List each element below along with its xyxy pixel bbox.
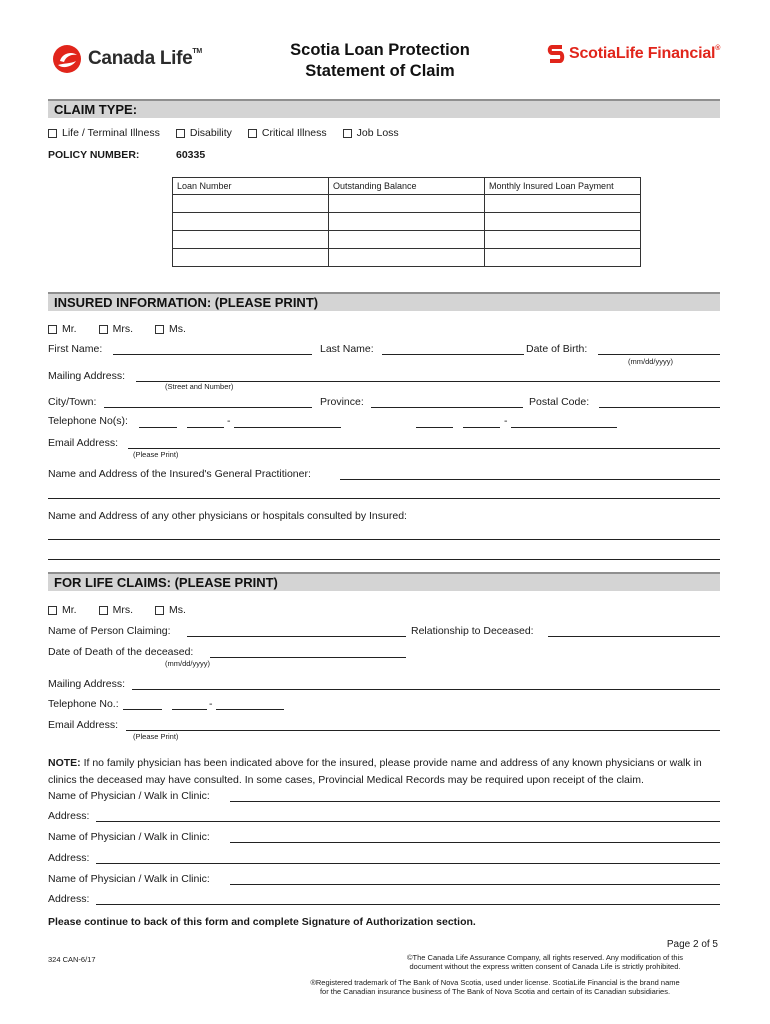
claim-option-critical-label: Critical Illness	[261, 127, 327, 139]
email-field[interactable]	[128, 448, 720, 449]
telephone-area-field[interactable]	[139, 427, 177, 428]
continue-instruction: Please continue to back of this form and complete Signature of Authorization section.	[48, 916, 476, 928]
life-claims-heading: FOR LIFE CLAIMS: (PLEASE PRINT)	[54, 575, 278, 590]
checkbox-mrs[interactable]	[99, 325, 108, 334]
postal-code-label: Postal Code:	[529, 396, 590, 408]
loan-cell[interactable]	[485, 213, 641, 231]
scotialife-name: ScotiaLife Financial	[569, 45, 716, 62]
province-label: Province:	[320, 396, 364, 408]
first-name-label: First Name:	[48, 343, 103, 355]
form-code: 324 CAN-6/17	[48, 955, 96, 964]
claimant-title-ms-label: Ms.	[169, 604, 186, 616]
city-field[interactable]	[104, 407, 312, 408]
checkbox-job-loss[interactable]	[343, 129, 352, 138]
scotia-s-icon	[547, 44, 565, 64]
claimant-telephone-prefix-field[interactable]	[172, 709, 207, 710]
document-title	[230, 40, 530, 82]
address-1-label: Address:	[48, 810, 90, 822]
physician-1-label: Name of Physician / Walk in Clinic:	[48, 790, 210, 802]
checkbox-disability[interactable]	[176, 129, 185, 138]
first-name-field[interactable]	[113, 354, 312, 355]
province-field[interactable]	[371, 407, 523, 408]
canada-life-name: Canada Life	[88, 48, 193, 69]
physician-2-field[interactable]	[230, 842, 720, 843]
checkbox-mr[interactable]	[48, 325, 57, 334]
loan-cell[interactable]	[173, 231, 329, 249]
claimant-title-mr-label: Mr.	[62, 604, 77, 616]
checkbox-claimant-mrs[interactable]	[99, 606, 108, 615]
insured-title-mrs-label: Mrs.	[112, 323, 134, 335]
loan-number-header: Loan Number	[173, 178, 329, 195]
dob-field[interactable]	[598, 354, 720, 355]
person-claiming-label: Name of Person Claiming:	[48, 625, 171, 637]
claim-option-job-loss[interactable]	[343, 127, 399, 139]
claimant-title-ms[interactable]	[155, 604, 186, 616]
checkbox-life[interactable]	[48, 129, 57, 138]
city-label: City/Town:	[48, 396, 97, 408]
insured-title-ms[interactable]	[155, 323, 186, 335]
checkbox-claimant-mr[interactable]	[48, 606, 57, 615]
relationship-label: Relationship to Deceased:	[411, 625, 534, 637]
telephone2-area-field[interactable]	[416, 427, 453, 428]
address-2-field[interactable]	[96, 863, 720, 864]
gp-label: Name and Address of the Insured's General Practitioner:	[48, 468, 311, 480]
canada-life-emblem-icon	[52, 44, 82, 74]
life-claims-header	[48, 572, 720, 591]
claimant-email-field[interactable]	[126, 730, 720, 731]
claim-option-disability-label: Disability	[189, 127, 232, 139]
claim-option-critical[interactable]	[248, 127, 327, 139]
claimant-mailing-label: Mailing Address:	[48, 678, 126, 690]
physician-3-field[interactable]	[230, 884, 720, 885]
note-text: If no family physician has been indicated above for the insured, please provide name and address of any known physicians or walk in clinics the deceased may have consulted. In some cases, Provincial Medical Records may be required upon receipt of the claim.	[48, 757, 702, 786]
outstanding-balance-header: Outstanding Balance	[329, 178, 485, 195]
claimant-email-label: Email Address:	[48, 719, 119, 731]
address-1-field[interactable]	[96, 821, 720, 822]
dob-label: Date of Birth:	[526, 343, 588, 355]
other-physicians-field-1[interactable]	[48, 539, 720, 540]
email-label: Email Address:	[48, 437, 119, 449]
insured-title-mr[interactable]	[48, 323, 77, 335]
telephone-label: Telephone No(s):	[48, 415, 128, 427]
claimant-title-mrs-label: Mrs.	[112, 604, 134, 616]
claimant-telephone-line-field[interactable]	[216, 709, 284, 710]
insured-title-mrs[interactable]	[99, 323, 133, 335]
copyright-line-1: ©The Canada Life Assurance Company, all rights reserved. Any modification of this	[407, 953, 683, 962]
monthly-payment-header: Monthly Insured Loan Payment	[485, 178, 641, 195]
last-name-label: Last Name:	[320, 343, 374, 355]
claimant-telephone-area-field[interactable]	[123, 709, 162, 710]
claim-option-life[interactable]	[48, 127, 160, 139]
physician-1-field[interactable]	[230, 801, 720, 802]
claim-option-job-loss-label: Job Loss	[356, 127, 399, 139]
telephone2-prefix-field[interactable]	[463, 427, 500, 428]
person-claiming-field[interactable]	[187, 636, 406, 637]
last-name-field[interactable]	[382, 354, 524, 355]
claim-option-life-label: Life / Terminal Illness	[62, 127, 160, 139]
claimant-telephone-dash: -	[209, 698, 213, 710]
loan-cell[interactable]	[329, 231, 485, 249]
trademark-notice	[270, 978, 720, 996]
gp-field[interactable]	[340, 479, 720, 480]
loan-cell[interactable]	[173, 213, 329, 231]
death-date-label: Date of Death of the deceased:	[48, 646, 194, 658]
claimant-title-mr[interactable]	[48, 604, 77, 616]
note-bold: NOTE:	[48, 757, 81, 769]
address-2-label: Address:	[48, 852, 90, 864]
insured-title-options	[48, 323, 202, 335]
title-line-1: Scotia Loan Protection	[290, 41, 470, 59]
other-physicians-label: Name and Address of any other physicians or hospitals consulted by Insured:	[48, 510, 407, 522]
canada-life-tm: TM	[192, 48, 202, 55]
address-3-label: Address:	[48, 893, 90, 905]
loan-cell[interactable]	[329, 195, 485, 213]
death-date-hint: (mm/dd/yyyy)	[165, 659, 210, 668]
insured-info-header	[48, 292, 720, 311]
checkbox-ms[interactable]	[155, 325, 164, 334]
gp-field-line-2[interactable]	[48, 498, 720, 499]
dob-hint: (mm/dd/yyyy)	[628, 357, 673, 366]
checkbox-critical[interactable]	[248, 129, 257, 138]
loan-table	[172, 177, 641, 267]
physician-2-label: Name of Physician / Walk in Clinic:	[48, 831, 210, 843]
note-paragraph	[48, 755, 724, 789]
loan-cell[interactable]	[485, 231, 641, 249]
loan-cell[interactable]	[173, 249, 329, 267]
other-physicians-field-2[interactable]	[48, 559, 720, 560]
telephone-dash: -	[227, 415, 231, 427]
telephone-prefix-field[interactable]	[187, 427, 224, 428]
copyright-notice	[370, 953, 720, 971]
address-3-field[interactable]	[96, 904, 720, 905]
claimant-telephone-label: Telephone No.:	[48, 698, 119, 710]
mailing-address-hint: (Street and Number)	[165, 382, 234, 391]
email-hint: (Please Print)	[133, 450, 179, 459]
telephone2-line-field[interactable]	[511, 427, 617, 428]
loan-cell[interactable]	[485, 195, 641, 213]
claimant-email-hint: (Please Print)	[133, 732, 179, 741]
postal-code-field[interactable]	[599, 407, 720, 408]
trademark-line-2: for the Canadian insurance business of The Bank of Nova Scotia and certain of its Canadian subsidiaries.	[319, 987, 671, 996]
title-line-2: Statement of Claim	[305, 62, 455, 80]
policy-number-value: 60335	[176, 149, 206, 161]
death-date-field[interactable]	[210, 657, 406, 658]
scotialife-reg: ®	[715, 45, 721, 52]
insured-info-heading: INSURED INFORMATION: (PLEASE PRINT)	[54, 295, 319, 310]
claim-option-disability[interactable]	[176, 127, 232, 139]
loan-cell[interactable]	[485, 249, 641, 267]
telephone2-dash: -	[504, 415, 508, 427]
claim-type-heading: CLAIM TYPE:	[54, 102, 138, 117]
loan-cell[interactable]	[329, 213, 485, 231]
claimant-mailing-field[interactable]	[132, 689, 720, 690]
insured-title-mr-label: Mr.	[62, 323, 77, 335]
claim-type-options	[48, 127, 415, 139]
loan-cell[interactable]	[173, 195, 329, 213]
mailing-address-label: Mailing Address:	[48, 370, 126, 382]
telephone-line-field[interactable]	[234, 427, 341, 428]
trademark-line-1: ®Registered trademark of The Bank of Nova Scotia, used under license. ScotiaLife Financial is the brand name	[310, 978, 680, 987]
copyright-line-2: document without the express written consent of Canada Life is strictly prohibited.	[409, 962, 681, 971]
claimant-title-options	[48, 604, 202, 616]
page-number: Page 2 of 5	[666, 939, 718, 950]
canada-life-logo	[52, 44, 202, 74]
checkbox-claimant-ms[interactable]	[155, 606, 164, 615]
claimant-title-mrs[interactable]	[99, 604, 133, 616]
physician-3-label: Name of Physician / Walk in Clinic:	[48, 873, 210, 885]
claim-type-header	[48, 99, 720, 118]
policy-number-label: POLICY NUMBER:	[48, 149, 140, 161]
relationship-field[interactable]	[548, 636, 720, 637]
loan-cell[interactable]	[329, 249, 485, 267]
scotialife-logo	[547, 44, 720, 64]
insured-title-ms-label: Ms.	[169, 323, 186, 335]
